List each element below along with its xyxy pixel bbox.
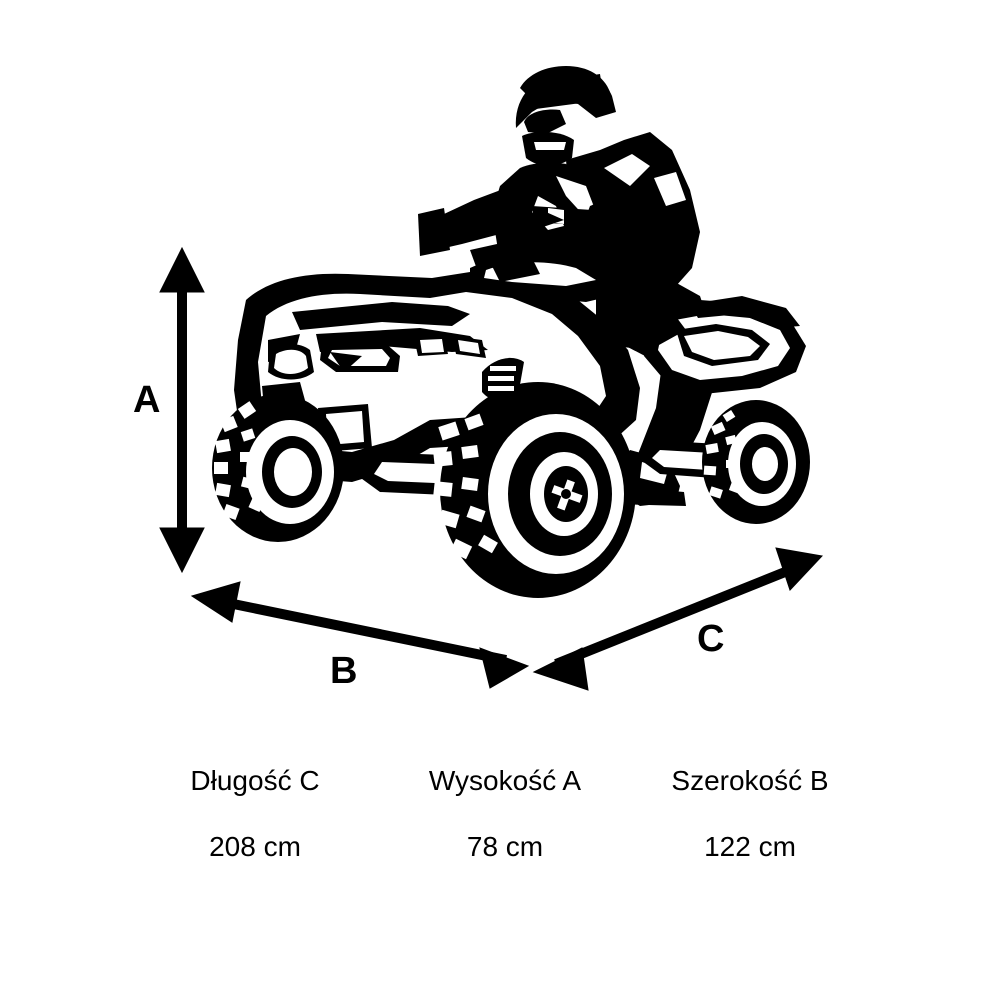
spec-value-row <box>120 831 880 863</box>
dimension-label-b: B <box>330 650 358 692</box>
spec-table <box>120 765 880 863</box>
dimension-label-c: C <box>697 618 725 660</box>
wheel-front-left <box>212 394 344 542</box>
dimension-label-a: A <box>133 379 161 421</box>
height-arrow-A <box>160 248 204 572</box>
spec-header-width: Szerokość B <box>671 765 829 796</box>
spec-value-length: 208 cm <box>209 831 301 862</box>
spec-header-height: Wysokość A <box>428 765 582 796</box>
spec-value-width: 122 cm <box>704 831 796 862</box>
spec-header-row <box>120 765 880 797</box>
wheel-rear <box>702 400 810 524</box>
spec-header-length: Długość C <box>190 765 320 796</box>
spec-value-height: 78 cm <box>466 831 544 862</box>
width-arrow-B <box>192 582 528 692</box>
